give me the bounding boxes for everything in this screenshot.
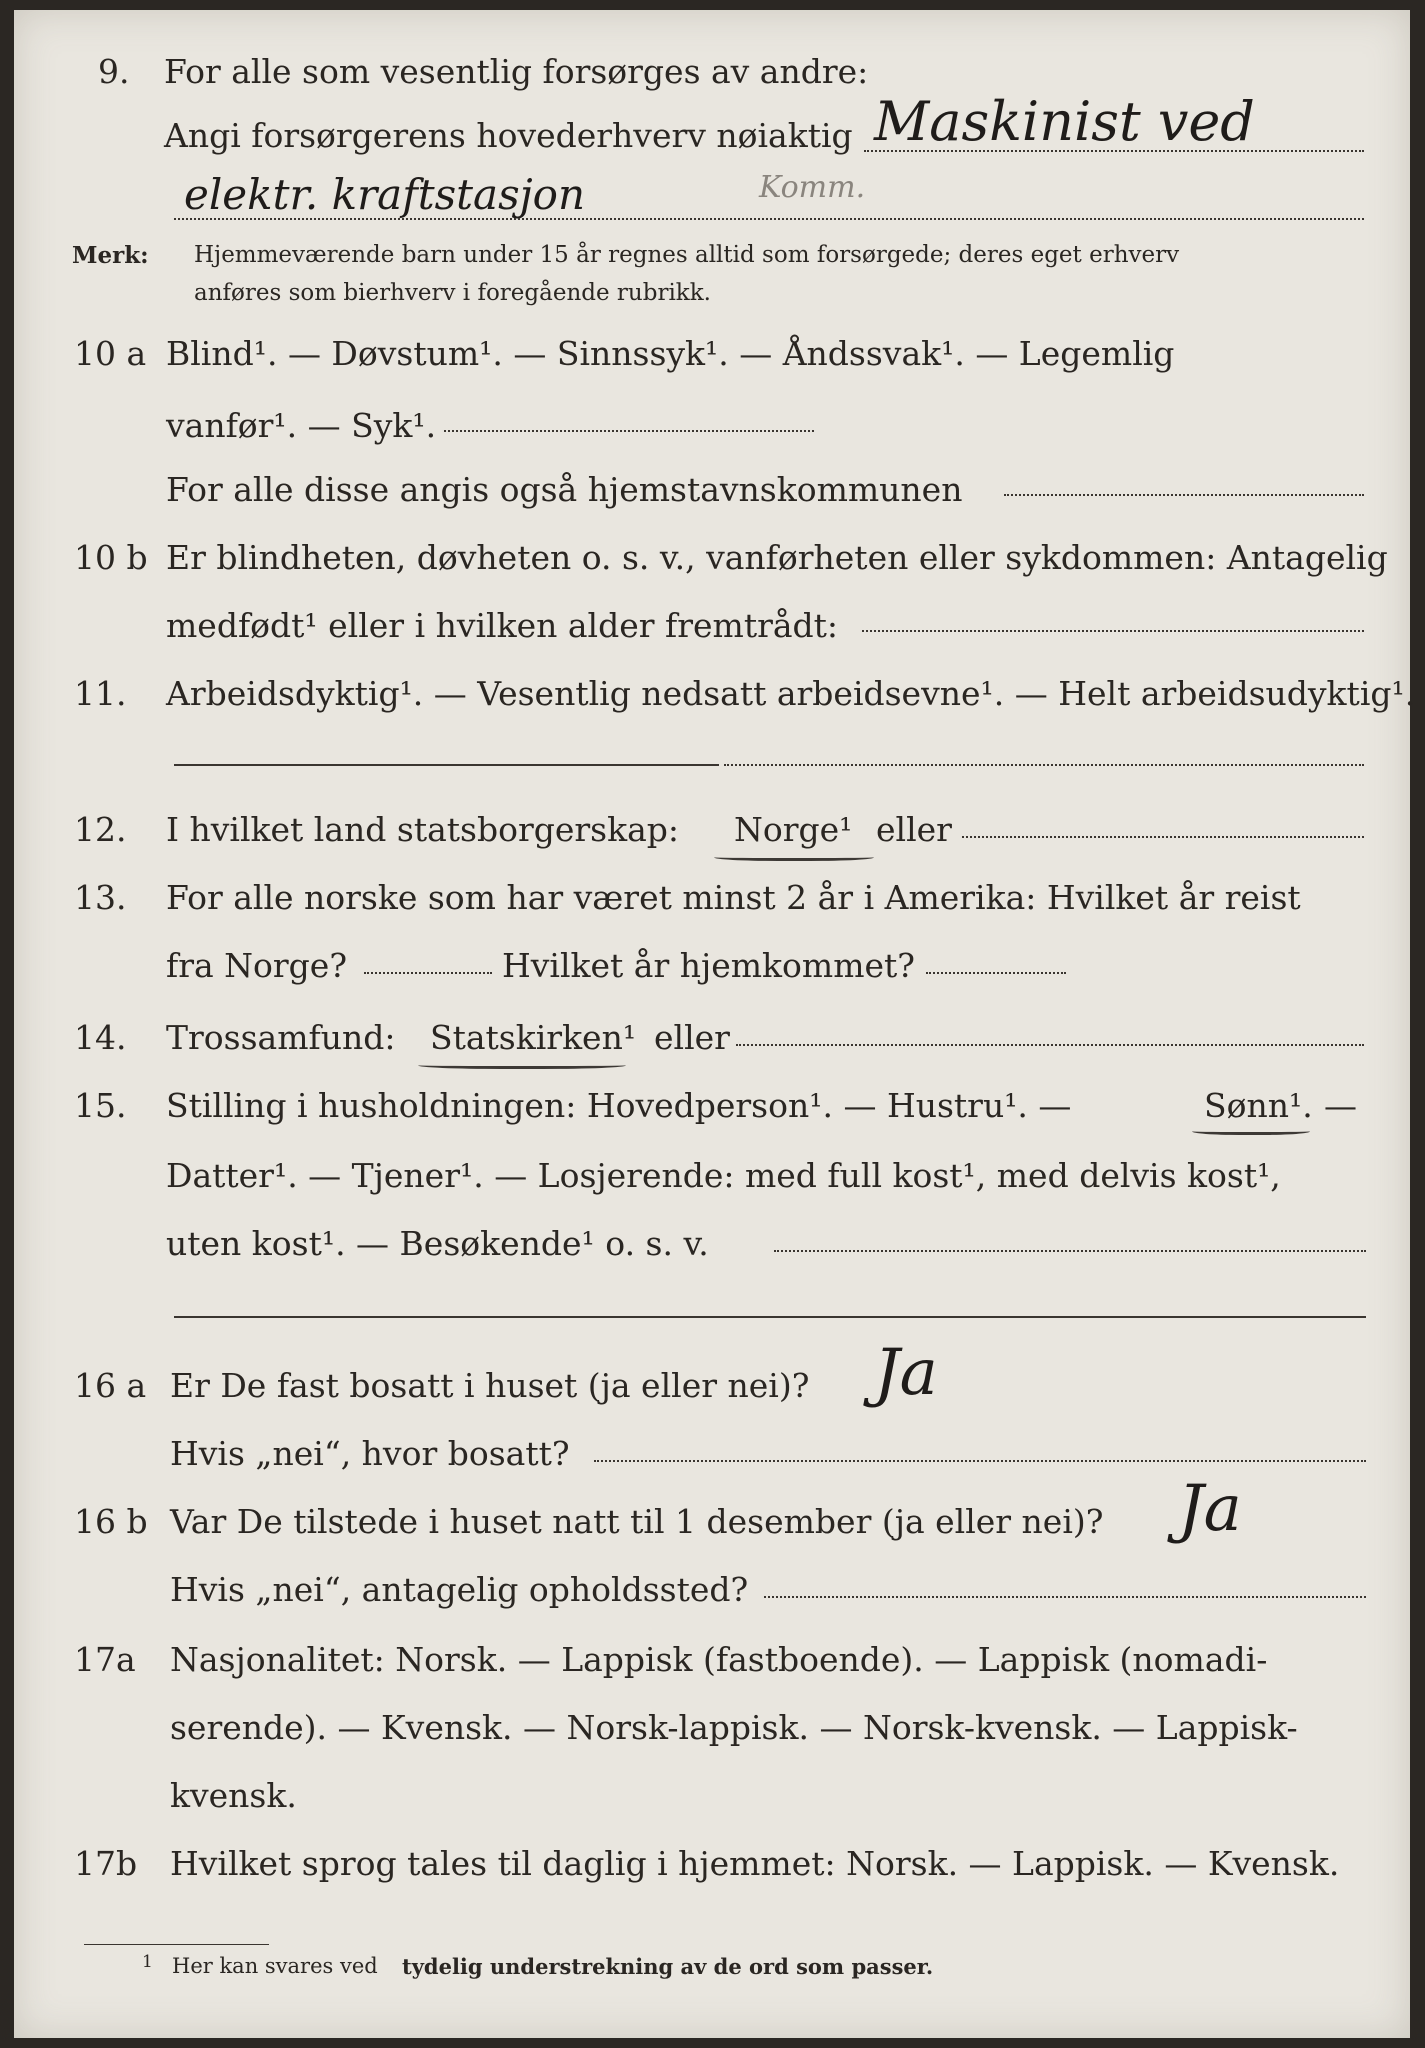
q11-answer-line bbox=[724, 764, 1364, 766]
q14-label: Trossamfund: bbox=[166, 1018, 396, 1057]
q10b-answer-line bbox=[862, 630, 1364, 632]
q16a-line2: Hvis „nei“, hvor bosatt? bbox=[170, 1434, 570, 1473]
q13-reist-answer-line bbox=[364, 972, 492, 974]
q15-answer-line bbox=[774, 1250, 1366, 1252]
footnote-text-a: Her kan svares ved bbox=[172, 1954, 378, 1978]
q12-option-norge: Norge¹ bbox=[734, 810, 853, 849]
q9-handwritten-occupation-cont: elektr. kraftstasjon bbox=[184, 170, 586, 219]
q10b-line1: Er blindheten, døvheten o. s. v., vanførheten eller sykdommen: Antagelig bbox=[166, 538, 1388, 577]
q9-line1: For alle som vesentlig forsørges av andre: bbox=[164, 52, 869, 91]
census-form-page bbox=[14, 10, 1416, 2038]
q13-line1: For alle norske som har været minst 2 år i Amerika: Hvilket år reist bbox=[166, 878, 1301, 917]
q9-handwritten-note: Komm. bbox=[759, 170, 866, 205]
q13-hjemkommet-answer-line bbox=[926, 972, 1066, 974]
q10a-line1: Blind¹. — Døvstum¹. — Sinnssyk¹. — Åndssvak¹. — Legemlig bbox=[166, 334, 1175, 373]
q9-answer-line2 bbox=[174, 218, 1364, 220]
q12-tail: eller bbox=[876, 810, 952, 849]
q16b-number: 16 b bbox=[74, 1502, 148, 1541]
q9-line2: Angi forsørgerens hovederhverv nøiaktig bbox=[164, 116, 853, 155]
q15-line1a: Stilling i husholdningen: Hovedperson¹. — Hustru¹. — bbox=[166, 1086, 1072, 1125]
q13-line2b: Hvilket år hjemkommet? bbox=[502, 946, 915, 985]
q16a-line1: Er De fast bosatt i huset (ja eller nei)? bbox=[170, 1366, 810, 1405]
q16a-handwritten-answer: Ja bbox=[874, 1336, 938, 1410]
q10a-hjemstavn-answer-line bbox=[1004, 494, 1364, 496]
q15-line3: uten kost¹. — Besøkende¹ o. s. v. bbox=[166, 1224, 709, 1263]
q13-line2a: fra Norge? bbox=[166, 946, 348, 985]
q14-tail: eller bbox=[654, 1018, 730, 1057]
q10a-line3: For alle disse angis også hjemstavnskommunen bbox=[166, 470, 963, 509]
q15-line1c: — bbox=[1324, 1086, 1357, 1125]
q16a-number: 16 a bbox=[74, 1366, 147, 1405]
q11-number: 11. bbox=[74, 674, 127, 713]
q12-number: 12. bbox=[74, 810, 127, 849]
q17a-line3: kvensk. bbox=[170, 1776, 297, 1815]
q15-answer-rule bbox=[174, 1316, 1366, 1318]
q11-answer-rule bbox=[174, 764, 719, 766]
q16b-answer-line bbox=[764, 1596, 1366, 1598]
q13-number: 13. bbox=[74, 878, 127, 917]
q10a-line2: vanfør¹. — Syk¹. bbox=[166, 406, 437, 445]
q14-handwritten-underline bbox=[418, 1060, 626, 1069]
q16b-line1: Var De tilstede i huset natt til 1 desember (ja eller nei)? bbox=[170, 1502, 1104, 1541]
q15-line2: Datter¹. — Tjener¹. — Losjerende: med full kost¹, med delvis kost¹, bbox=[166, 1156, 1281, 1195]
q11-line1: Arbeidsdyktig¹. — Vesentlig nedsatt arbeidsevne¹. — Helt arbeidsudyktig¹. bbox=[166, 674, 1416, 713]
q10a-syk-answer-line bbox=[444, 430, 814, 432]
q14-option-statskirken: Statskirken¹ bbox=[430, 1018, 637, 1057]
q10b-line2: medfødt¹ eller i hvilken alder fremtrådt: bbox=[166, 606, 839, 645]
q9-answer-line1 bbox=[864, 150, 1364, 152]
q17a-line2: serende). — Kvensk. — Norsk-lappisk. — Norsk-kvensk. — Lappisk- bbox=[170, 1708, 1298, 1747]
merk-line2: anføres som bierhverv i foregående rubrikk. bbox=[194, 280, 711, 306]
q16a-answer-line bbox=[594, 1460, 1366, 1462]
q12-handwritten-underline bbox=[714, 852, 874, 861]
footnote-text-b: tydelig understrekning av de ord som passer. bbox=[402, 1954, 934, 1979]
q10b-number: 10 b bbox=[74, 538, 148, 577]
q12-line1: I hvilket land statsborgerskap: bbox=[166, 810, 680, 849]
q15-option-sonn: Sønn¹. bbox=[1204, 1086, 1313, 1125]
q9-handwritten-occupation: Maskinist ved bbox=[874, 90, 1255, 153]
q12-answer-line bbox=[962, 836, 1364, 838]
q16b-handwritten-answer: Ja bbox=[1178, 1472, 1242, 1546]
q17a-line1: Nasjonalitet: Norsk. — Lappisk (fastboende). — Lappisk (nomadi- bbox=[170, 1640, 1268, 1679]
q10a-number: 10 a bbox=[74, 334, 147, 373]
q17b-number: 17b bbox=[74, 1844, 138, 1883]
footnote-rule bbox=[84, 1944, 269, 1945]
q15-handwritten-underline bbox=[1192, 1126, 1310, 1135]
footnote-mark: 1 bbox=[142, 1952, 153, 1972]
merk-label: Merk: bbox=[72, 242, 149, 269]
merk-line1: Hjemmeværende barn under 15 år regnes alltid som forsørgede; deres eget erhverv bbox=[194, 242, 1180, 268]
q15-number: 15. bbox=[74, 1086, 127, 1125]
q14-number: 14. bbox=[74, 1018, 127, 1057]
q9-number: 9. bbox=[98, 52, 130, 91]
q14-answer-line bbox=[736, 1044, 1364, 1046]
q17a-number: 17a bbox=[74, 1640, 136, 1679]
q16b-line2: Hvis „nei“, antagelig opholdssted? bbox=[170, 1570, 749, 1609]
q17b-line1: Hvilket sprog tales til daglig i hjemmet: Norsk. — Lappisk. — Kvensk. bbox=[170, 1844, 1340, 1883]
